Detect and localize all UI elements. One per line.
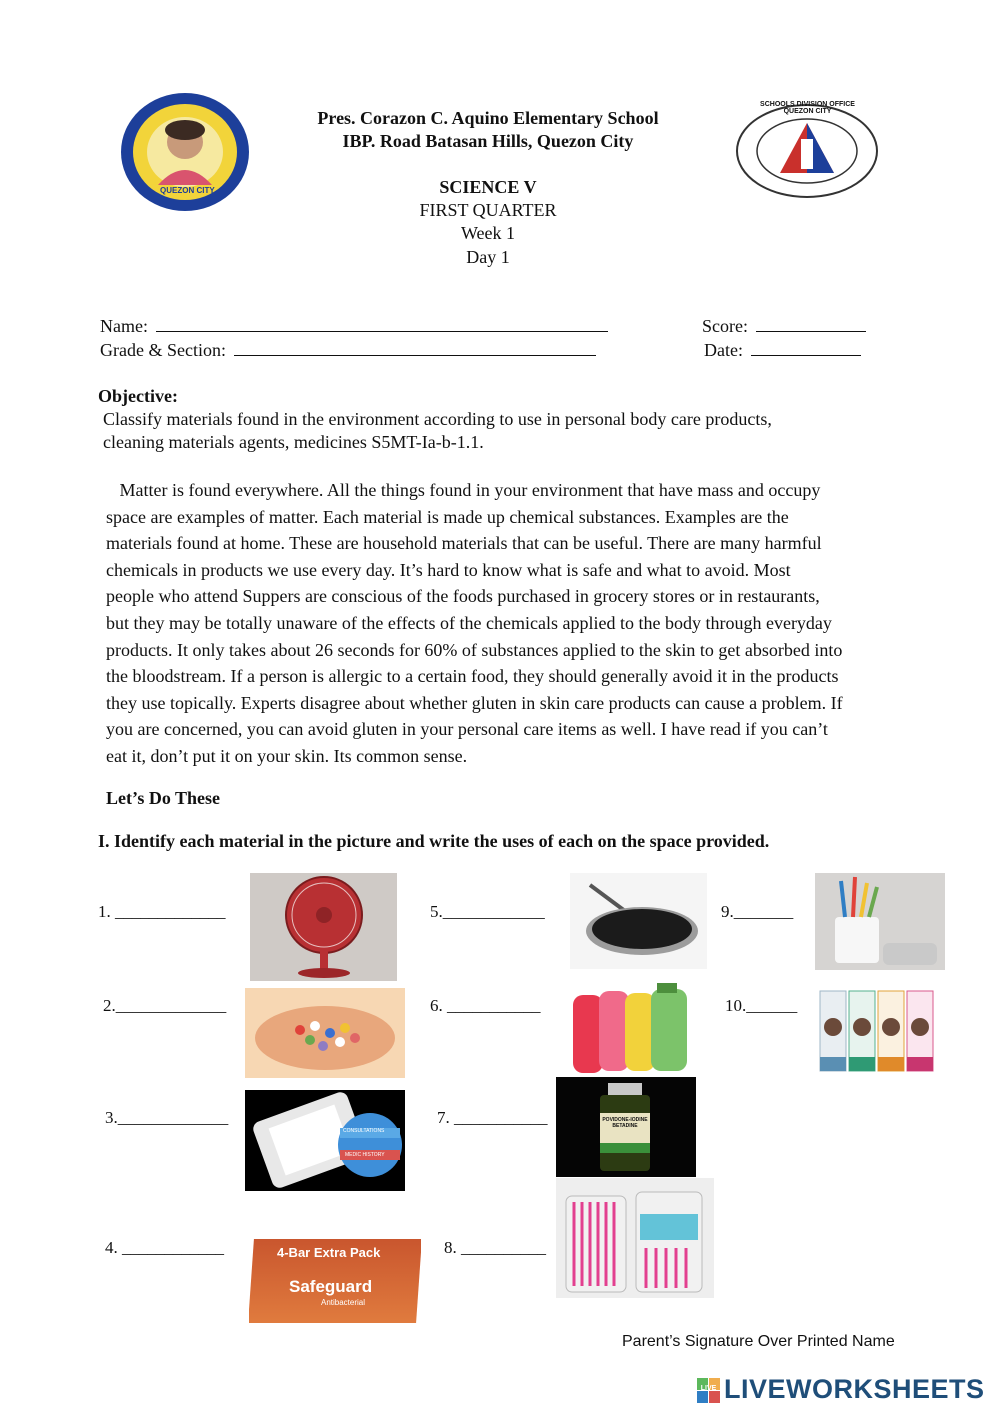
reading-line: you are concerned, you can avoid gluten in your personal care items as well. I have read if you can’t [106, 719, 828, 740]
reading-line: the bloodstream. If a person is allergic to a certain food, they should generally avoid it in the products [106, 666, 839, 687]
name-label: Name: [100, 316, 148, 336]
objective-line-2: cleaning materials agents, medicines S5MT-Ia-b-1.1. [103, 432, 484, 452]
school-logo-left [118, 90, 252, 214]
reading-line: materials found at home. These are household materials that can be useful. There are many harmful [106, 533, 822, 554]
soap-brand-text: Safeguard [289, 1277, 373, 1296]
objective-line-1: Classify materials found in the environment according to use in personal body care products, [103, 409, 772, 429]
shampoo-bottles-image [569, 983, 697, 1074]
betadine-bottle-image [556, 1077, 696, 1177]
reading-line: chemicals in products we use every day. It’s hard to know what is safe and what to avoid. Most [106, 559, 791, 580]
betadine-label-text: POVIDONE-IODINE BETADINE [602, 1117, 648, 1129]
grade-label: Grade & Section: [100, 340, 226, 360]
date-label: Date: [704, 340, 743, 360]
medicine-pills-image [245, 988, 405, 1078]
item-7-answer[interactable]: 7. ___________ [437, 1108, 548, 1127]
item-10-answer[interactable]: 10.______ [725, 996, 798, 1015]
school-name: Pres. Corazon C. Aquino Elementary School [317, 108, 659, 128]
frying-pan-image [570, 873, 707, 969]
phone-app-image [245, 1090, 405, 1191]
score-label: Score: [702, 316, 748, 336]
cotton-buds-image [556, 1178, 714, 1298]
date-field[interactable] [704, 339, 861, 361]
liveworksheets-logo[interactable]: LIVEWORKSHEETS [724, 1374, 985, 1404]
objective-heading: Objective: [98, 386, 178, 406]
electric-fan-image [250, 873, 397, 981]
reading-line: people who attend Suppers are conscious of the foods purchased in grocery stores or in restaurants, [106, 586, 820, 607]
item-5-answer[interactable]: 5.____________ [430, 902, 545, 921]
activity-heading: Let’s Do These [106, 788, 220, 808]
school-logo-right [735, 103, 880, 200]
phone-text-b: MEDIC HISTORY [345, 1152, 385, 1158]
item-3-answer[interactable]: 3._____________ [105, 1108, 229, 1127]
right-logo-text: SCHOOLS DIVISION OFFICE QUEZON CITY [760, 101, 855, 115]
name-field[interactable] [100, 315, 608, 337]
day: Day 1 [466, 247, 510, 267]
school-address: IBP. Road Batasan Hills, Quezon City [342, 131, 634, 151]
item-8-answer[interactable]: 8. __________ [444, 1238, 546, 1257]
reading-line: but they may be totally unaware of the effects of the chemicals applied to the body through everyday [106, 612, 832, 633]
score-field[interactable] [702, 315, 866, 337]
item-2-answer[interactable]: 2._____________ [103, 996, 227, 1015]
reading-line: eat it, don’t put it on your skin. Its common sense. [106, 745, 468, 766]
item-9-answer[interactable]: 9._______ [721, 902, 794, 921]
activity-instruction: I. Identify each material in the picture and write the uses of each on the space provided. [98, 831, 770, 851]
quarter: FIRST QUARTER [419, 200, 557, 220]
grade-section-field[interactable] [100, 339, 596, 361]
item-6-answer[interactable]: 6. ___________ [430, 996, 541, 1015]
safeguard-soap-image [249, 1237, 421, 1325]
item-1-answer[interactable]: 1. _____________ [98, 902, 226, 921]
reading-line: they use topically. Experts disagree about whether gluten in skin care products can cause a problem. If [106, 692, 843, 713]
liveworksheets-badge-icon [697, 1378, 721, 1404]
badge-text: LIVE [700, 1385, 717, 1392]
reading-line: Matter is found everywhere. All the things found in your environment that have mass and occupy [106, 480, 821, 500]
subject-title: SCIENCE V [439, 177, 537, 197]
parent-signature-label: Parent’s Signature Over Printed Name [622, 1333, 895, 1350]
skincare-tubes-image [818, 987, 938, 1075]
soap-pack-text: 4-Bar Extra Pack [277, 1245, 381, 1260]
reading-line: space are examples of matter. Each material is made up chemical substances. Examples are the [106, 506, 789, 527]
toothbrushes-image [815, 873, 945, 970]
left-logo-text: QUEZON CITY [160, 186, 215, 195]
week: Week 1 [460, 223, 516, 243]
reading-paragraph [106, 477, 936, 770]
phone-text-a: CONSULTATIONS [343, 1128, 385, 1134]
reading-line: products. It only takes about 26 seconds for 60% of substances applied to the skin to get absorbed into [106, 639, 843, 660]
item-4-answer[interactable]: 4. ____________ [105, 1238, 224, 1257]
soap-sub-text: Antibacterial [321, 1298, 366, 1307]
